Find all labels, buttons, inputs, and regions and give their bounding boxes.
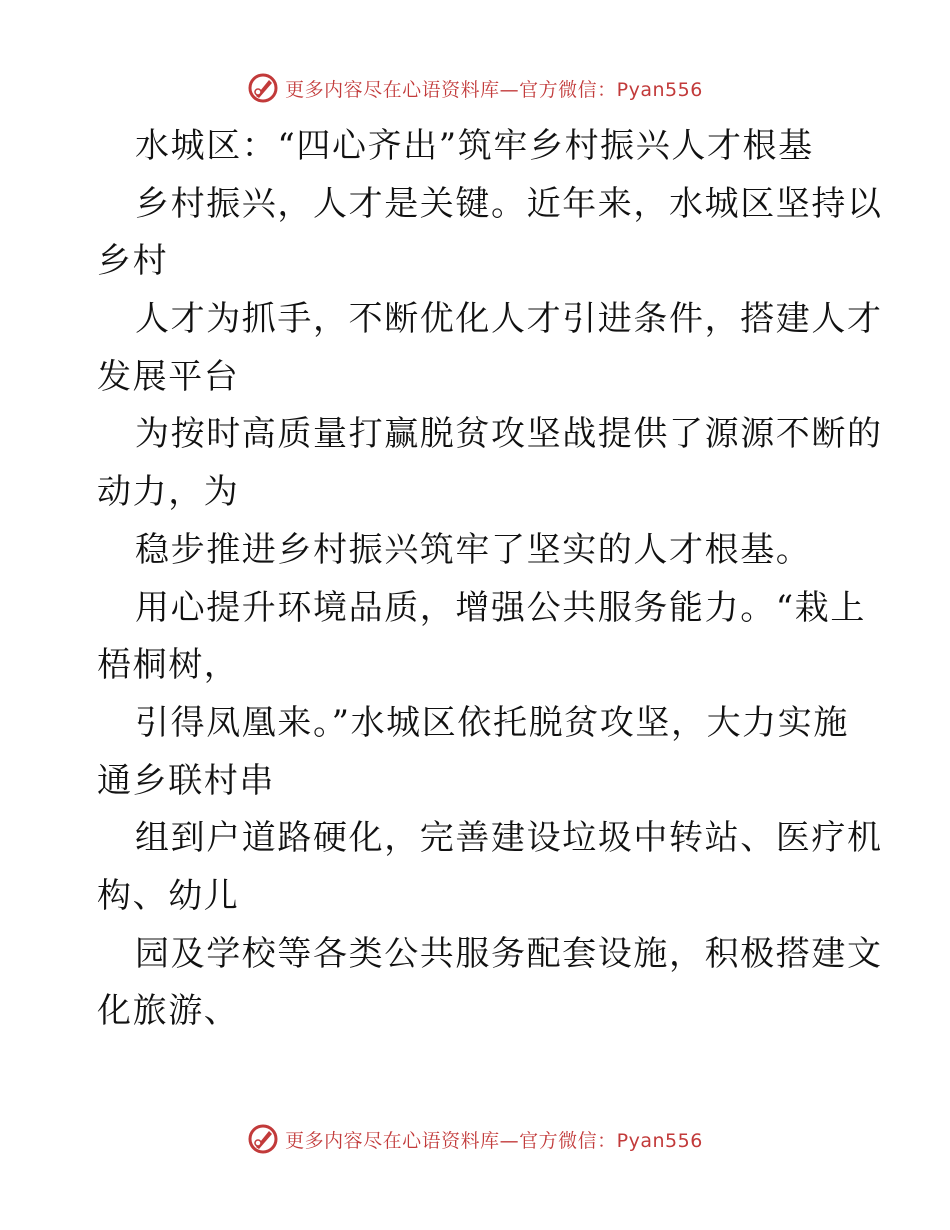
quill-seal-icon (247, 72, 279, 104)
watermark-text: 更多内容尽在心语资料库—官方微信：Pyan556 (285, 78, 703, 101)
text-line: 构、幼儿 (97, 875, 240, 916)
text-line: 通乡联村串 (97, 760, 275, 801)
footer-watermark (0, 1121, 950, 1157)
document-title-line: 水城区：“四心齐出”筑牢乡村振兴人才根基 (135, 126, 814, 166)
text-line: 乡村 (97, 241, 169, 282)
document-body (97, 118, 883, 1041)
text-line: 梧桐树， (97, 645, 240, 686)
text-line: 乡村振兴，人才是关键。近年来，水城区坚持以 (135, 183, 883, 224)
text-line: 发展平台 (97, 356, 240, 397)
text-line: 组到户道路硬化，完善建设垃圾中转站、医疗机 (135, 818, 883, 859)
text-line: 园及学校等各类公共服务配套设施，积极搭建文 (135, 933, 883, 974)
quill-seal-icon (247, 1123, 279, 1155)
text-line: 人才为抓手，不断优化人才引进条件，搭建人才 (135, 299, 883, 340)
text-line: 稳步推进乡村振兴筑牢了坚实的人才根基。 (135, 529, 812, 570)
watermark-text: 更多内容尽在心语资料库—官方微信：Pyan556 (285, 1129, 703, 1152)
text-line: 为按时高质量打赢脱贫攻坚战提供了源源不断的 (135, 414, 883, 455)
header-watermark (0, 70, 950, 106)
text-line: 引得凤凰来。”水城区依托脱贫攻坚，大力实施 (135, 702, 849, 743)
text-line: 化旅游、 (97, 991, 240, 1032)
text-line: 动力，为 (97, 472, 240, 513)
text-line: 用心提升环境品质，增强公共服务能力。“栽上 (135, 587, 866, 628)
